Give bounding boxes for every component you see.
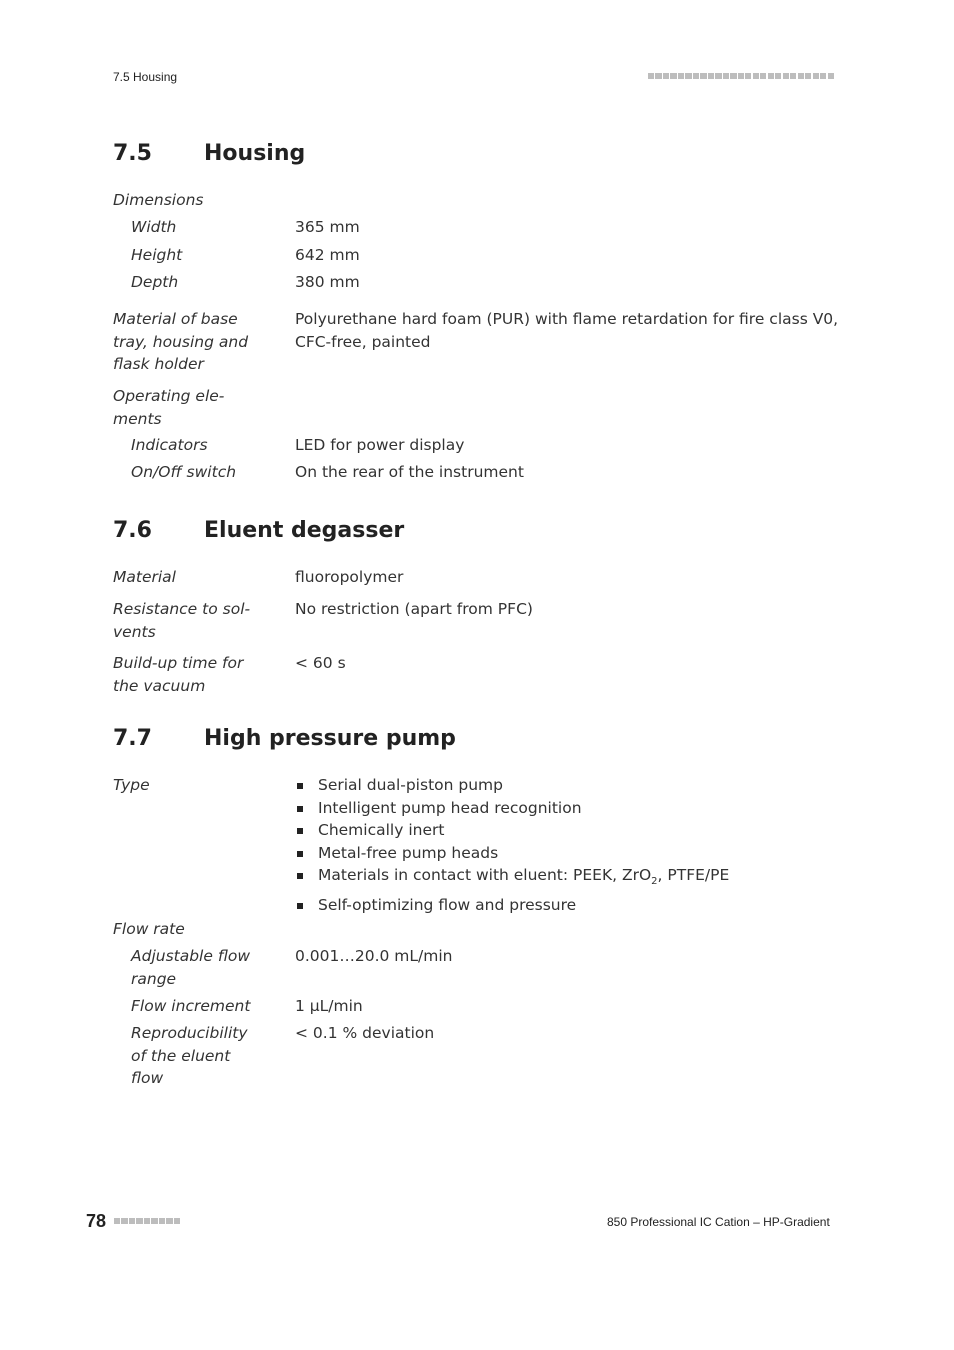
depth-label: Depth [131,273,179,291]
header-decoration [648,73,834,79]
flow-increment-label: Flow increment [131,997,251,1015]
resistance-value: No restriction (apart from PFC) [295,600,533,618]
flow-increment-value: 1 µL/min [295,997,363,1015]
bullet-icon [297,828,303,834]
page-number: 78 [86,1211,107,1231]
list-item: Intelligent pump head recognition [296,797,729,820]
list-item: Serial dual-piston pump [296,774,729,797]
adjustable-flow-range-value: 0.001…20.0 mL/min [295,947,453,965]
buildup-time-value: < 60 s [295,654,346,672]
adjustable-flow-range-label: Adjustable flow range [131,947,251,988]
document-title: 850 Professional IC Cation – HP-Gradient [607,1215,830,1229]
on-off-switch-label: On/Off switch [131,463,237,481]
dimensions-label: Dimensions [113,191,204,209]
reproducibility-value: < 0.1 % deviation [295,1024,435,1042]
bullet-icon [297,903,303,909]
list-item: Metal-free pump heads [296,842,729,865]
degasser-material-label: Material [113,568,176,586]
operating-elements-label: Operating ele- ments [113,387,225,428]
running-header-section: 7.5 Housing [113,70,178,84]
width-value: 365 mm [295,218,360,236]
pump-type-list [296,774,729,916]
degasser-material-value: fluoropolymer [295,568,404,586]
on-off-switch-value: On the rear of the instrument [295,463,524,481]
depth-value: 380 mm [295,273,360,291]
bullet-icon [297,873,303,879]
indicators-value: LED for power display [295,436,465,454]
height-label: Height [131,246,183,264]
flow-rate-label: Flow rate [113,920,185,938]
height-value: 642 mm [295,246,360,264]
material-label: Material of base tray, housing and flask holder [113,310,249,373]
material-value: Polyurethane hard foam (PUR) with flame retardation for fire class V0, CFC-free, painted [295,310,839,351]
width-label: Width [131,218,177,236]
buildup-time-label: Build-up time for the vacuum [113,654,244,695]
list-item: Materials in contact with eluent: PEEK, ZrO$_2$, PTFE/PE [296,864,729,894]
reproducibility-label: Reproducibility of the eluent flow [131,1024,248,1087]
bullet-icon [297,806,303,812]
pump-type-label: Type [113,776,150,794]
list-item: Self-optimizing flow and pressure [296,894,729,917]
bullet-icon [297,783,303,789]
bullet-icon [297,851,303,857]
footer-decoration [114,1218,180,1224]
resistance-label: Resistance to sol- vents [113,600,251,641]
list-item: Chemically inert [296,819,729,842]
indicators-label: Indicators [131,436,208,454]
